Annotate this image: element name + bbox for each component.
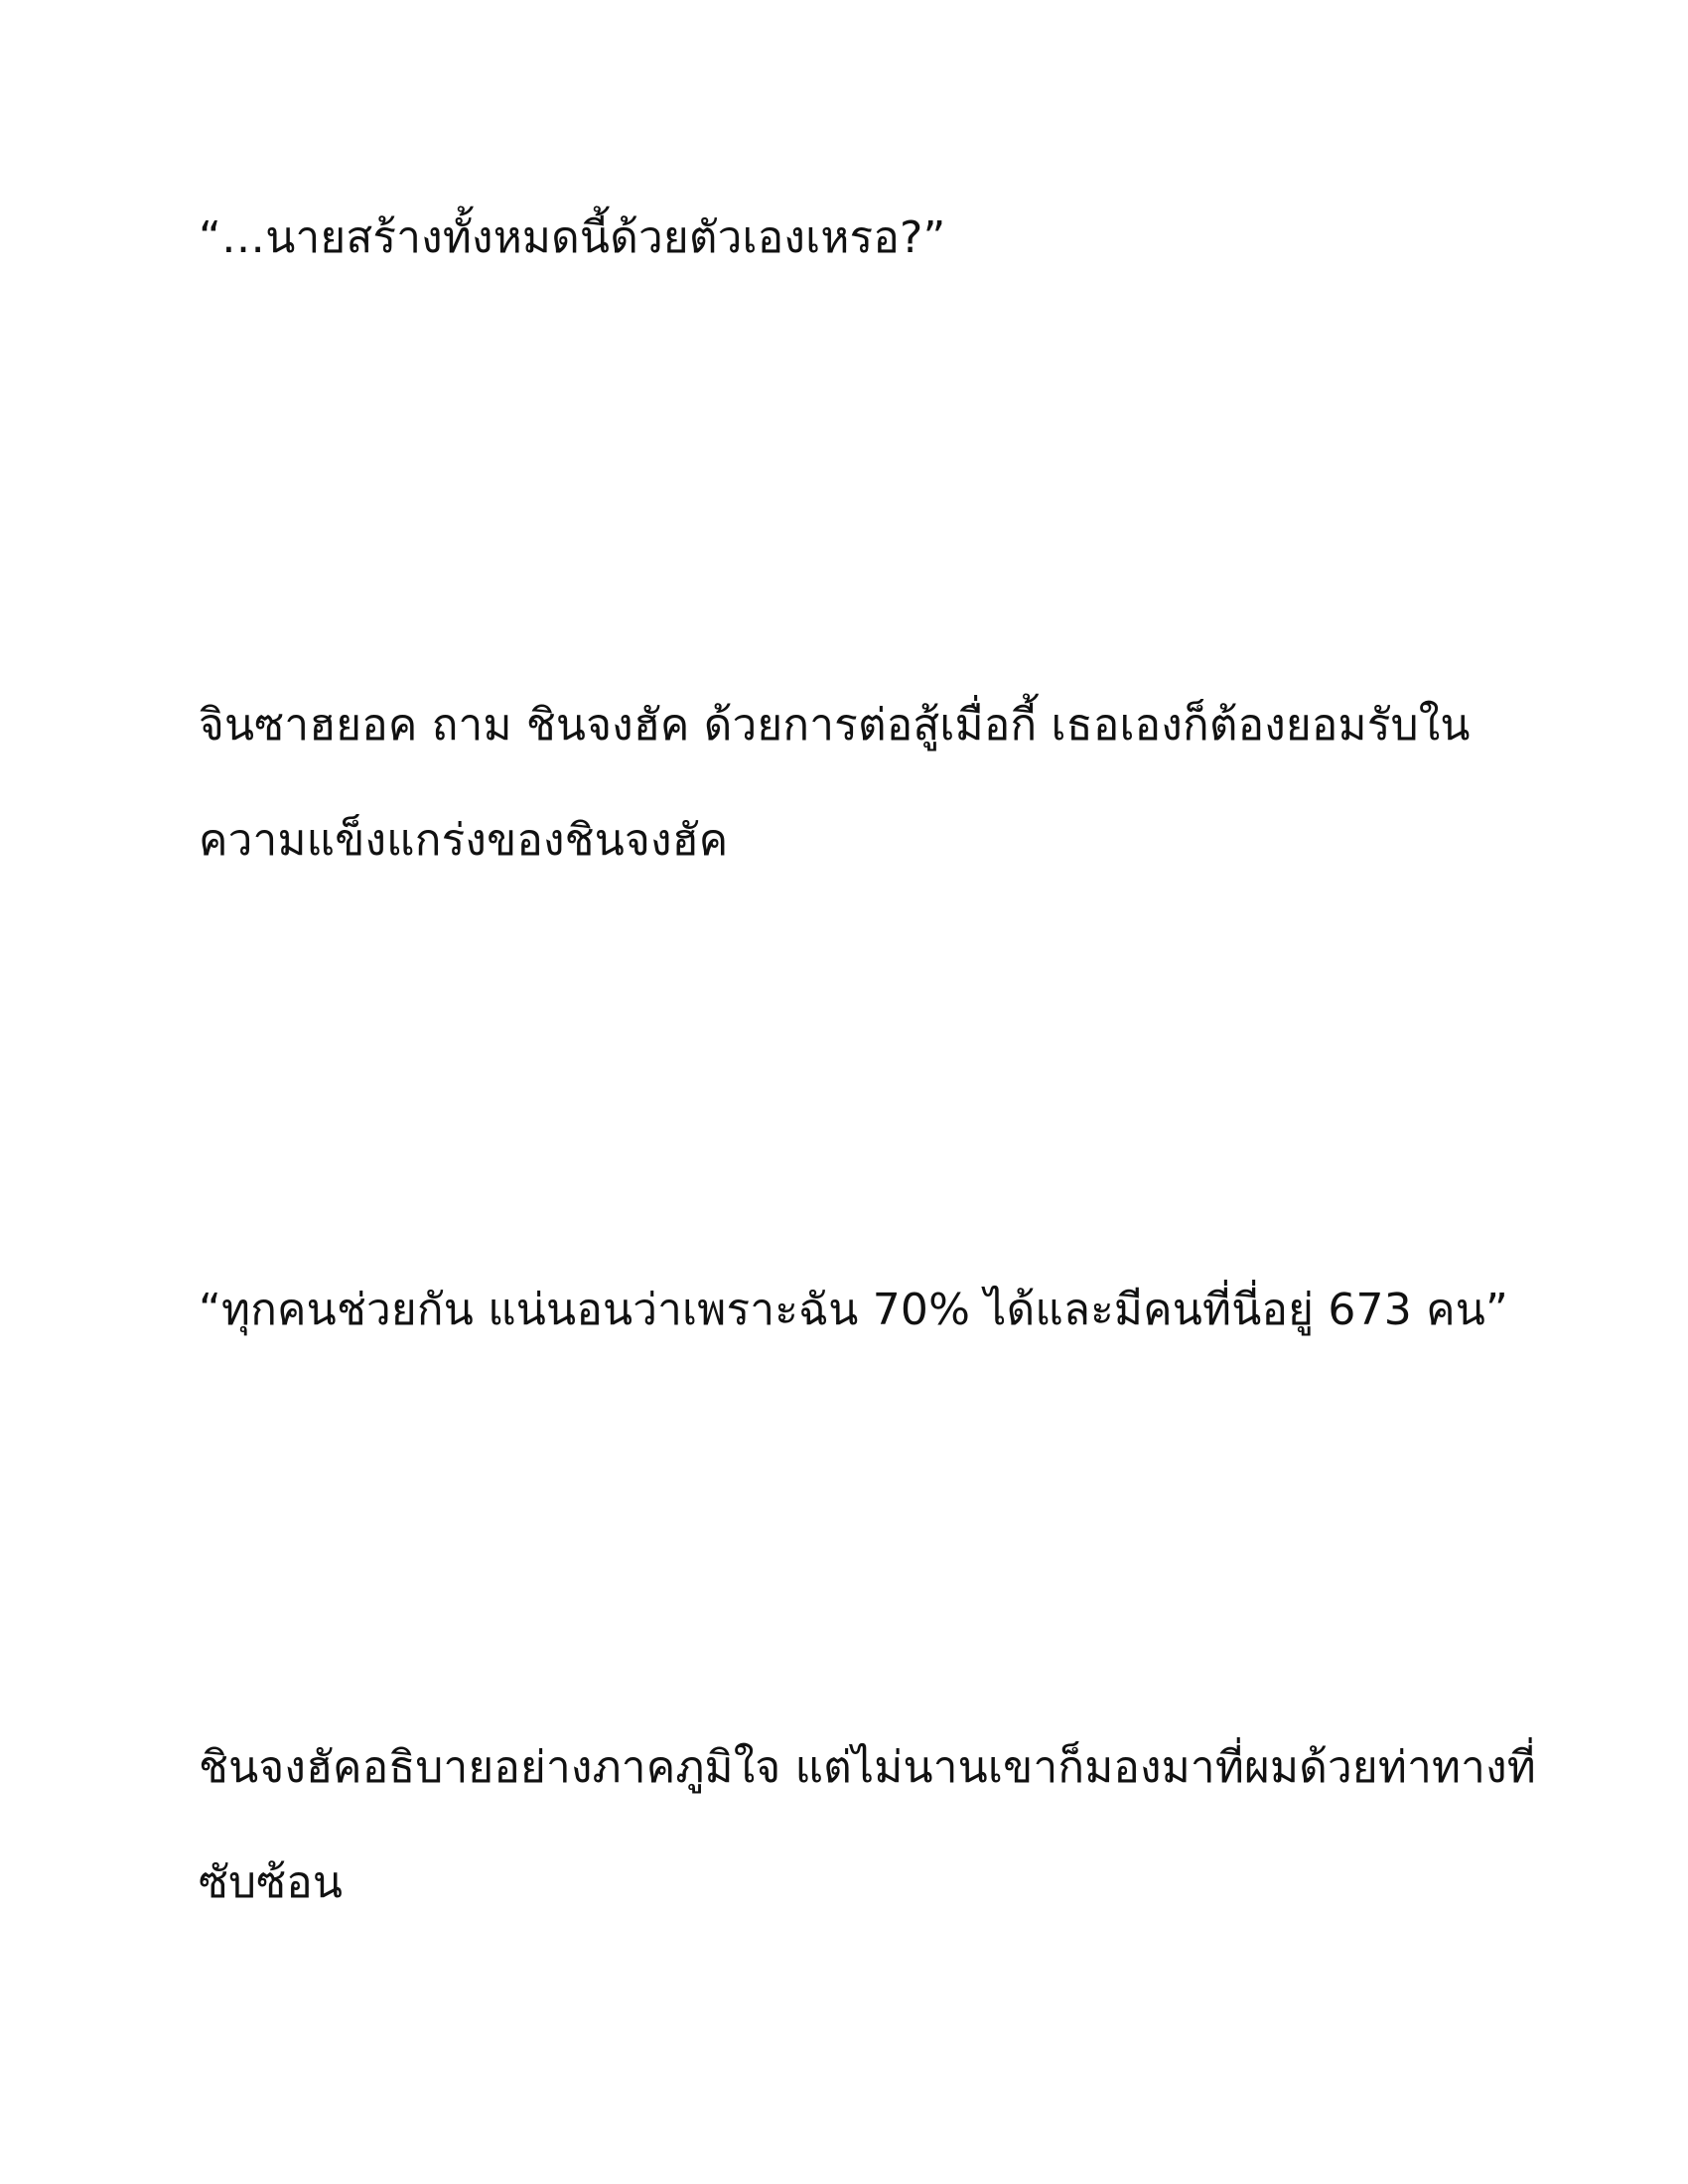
dialogue-paragraph xyxy=(199,181,1489,296)
dialogue-paragraph xyxy=(199,1253,1508,1368)
text-line: “…นายสร้างทั้งหมดนี้ด้วยตัวเองเหรอ?” xyxy=(199,212,946,263)
text-line: “ทุกคนช่วยกัน แน่นอนว่าเพราะฉัน 70% ได้และมีคนที่นี่อยู่ 673 คน” xyxy=(199,1285,1508,1335)
narration-paragraph xyxy=(199,668,1489,898)
text-line: ความแข็งแกร่งของชินจงฮัค xyxy=(199,815,729,866)
narration-paragraph xyxy=(199,1710,1536,1941)
text-line: จินซาฮยอค ถาม ชินจงฮัค ด้วยการต่อสู้เมื่อกี้ เธอเองก็ต้องยอมรับใน xyxy=(199,700,1471,751)
text-line: ซับซ้อน xyxy=(199,1857,344,1908)
text-line: ชินจงฮัคอธิบายอย่างภาคภูมิใจ แต่ไม่นานเขาก็มองมาที่ผมด้วยท่าทางที่ xyxy=(199,1742,1536,1793)
